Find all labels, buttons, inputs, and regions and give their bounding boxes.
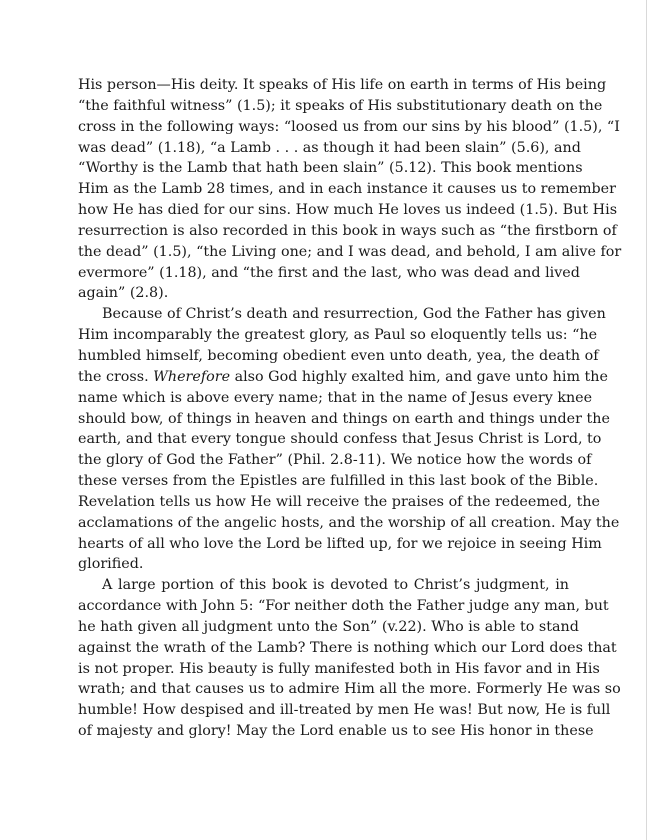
paragraph [78, 575, 621, 742]
text-line: Revelation tells us how He will receive the praises of the redeemed, the [78, 493, 601, 510]
text-line: of majesty and glory! May the Lord enable us to see His honor in these [78, 723, 594, 740]
text-line: His person—His deity. It speaks of His life on earth in terms of His being [78, 77, 607, 93]
text-line: “Worthy is the Lamb that hath been slain” (5.12). This book mentions [78, 160, 583, 177]
text-line: again” (2.8). [78, 285, 169, 302]
emphasis: Wherefore [153, 368, 231, 385]
text-line: Because of Christ’s death and resurrection, God the Father has given [102, 306, 606, 323]
paragraph [78, 304, 620, 575]
text-line: A large portion of this book is devoted to Christ’s judgment, in [102, 577, 569, 594]
text-line: is not proper. His beauty is fully manifested both in His favor and in His [78, 660, 600, 677]
text-line: the cross. Wherefore also God highly exalted him, and gave unto him the [78, 368, 608, 385]
text-line: humbled himself, becoming obedient even unto death, yea, the death of [78, 347, 599, 364]
text-line: cross in the following ways: “loosed us from our sins by his blood” (1.5), “I [78, 118, 620, 135]
text-line: he hath given all judgment unto the Son” (v.22). Who is able to stand [78, 618, 579, 635]
text-line: was dead” (1.18), “a Lamb . . . as though it had been slain” (5.6), and [78, 139, 581, 156]
text-line: glorified. [78, 556, 144, 573]
text-line: wrath; and that causes us to admire Him all the more. Formerly He was so [78, 681, 621, 698]
text-line: acclamations of the angelic hosts, and the worship of all creation. May the [78, 514, 620, 531]
text-line: how He has died for our sins. How much He loves us indeed (1.5). But His [78, 202, 618, 219]
text-line: hearts of all who love the Lord be lifted up, for we rejoice in seeing Him [78, 535, 602, 552]
text-line: “the faithful witness” (1.5); it speaks of His substitutionary death on the [78, 97, 603, 114]
text-line: should bow, of things in heaven and things on earth and things under the [78, 410, 610, 427]
body-text [78, 75, 622, 742]
text-line: name which is above every name; that in the name of Jesus every knee [78, 389, 593, 406]
text-line: resurrection is also recorded in this book in ways such as “the firstborn of [78, 222, 617, 239]
text-line: these verses from the Epistles are fulfilled in this last book of the Bible. [78, 473, 599, 490]
text-line: against the wrath of the Lamb? There is nothing which our Lord does that [78, 639, 617, 656]
text-line: humble! How despised and ill-treated by men He was! But now, He is full [78, 702, 611, 719]
text-line: accordance with John 5: “For neither doth the Father judge any man, but [78, 598, 609, 615]
text-line: evermore” (1.18), and “the first and the last, who was dead and lived [78, 264, 580, 281]
text-line: the glory of God the Father” (Phil. 2.8-11). We notice how the words of [78, 452, 592, 469]
text-line: the dead” (1.5), “the Living one; and I was dead, and behold, I am alive for [78, 243, 622, 260]
text-line: Him incomparably the greatest glory, as Paul so eloquently tells us: “he [78, 327, 598, 344]
text-line: earth, and that every tongue should confess that Jesus Christ is Lord, to [78, 431, 602, 448]
paragraph [78, 75, 622, 304]
text-line: Him as the Lamb 28 times, and in each instance it causes us to remember [78, 181, 616, 198]
